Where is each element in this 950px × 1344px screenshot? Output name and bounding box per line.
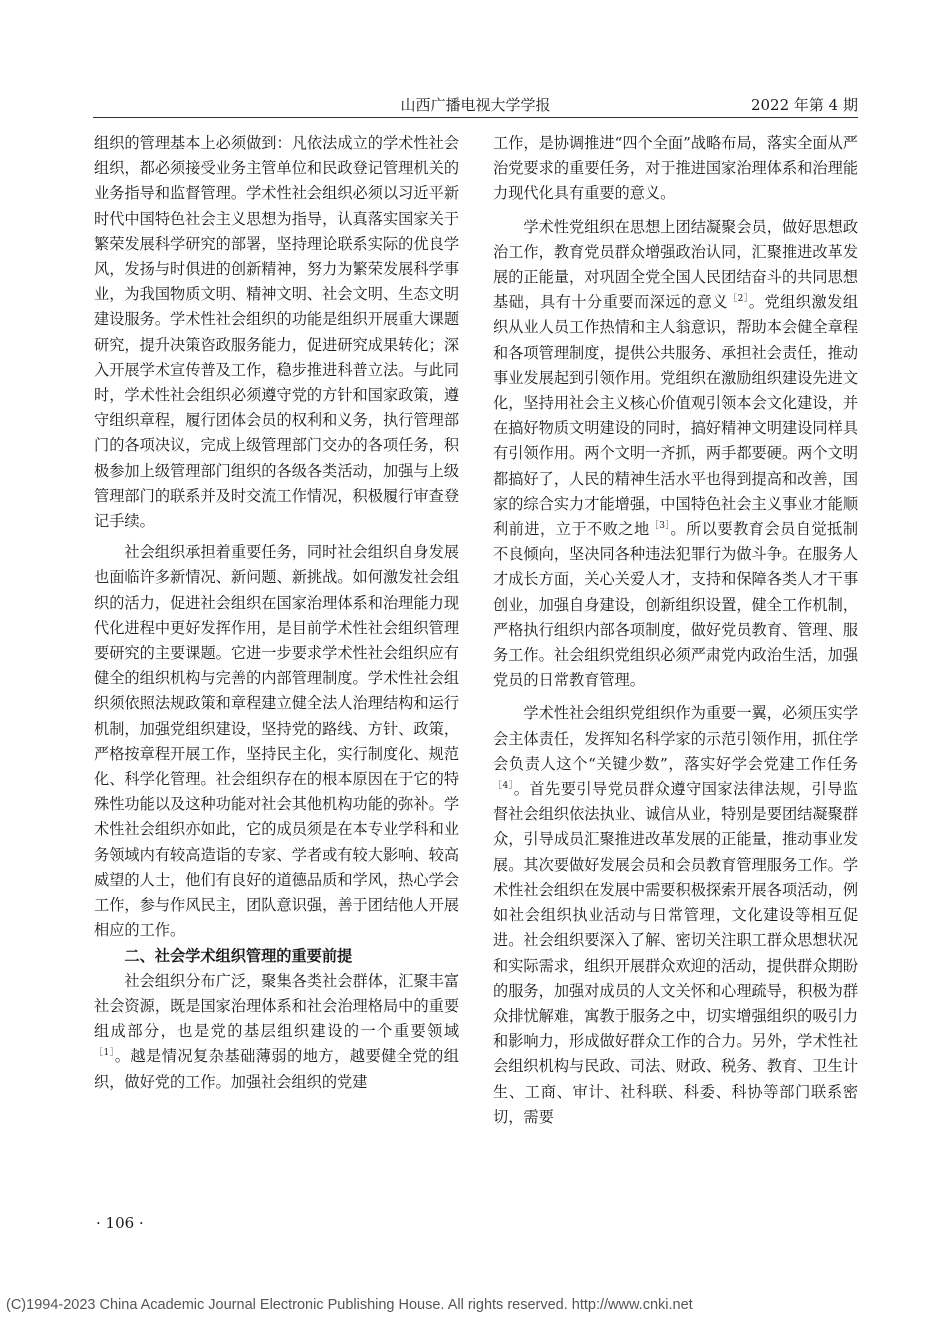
right-paragraph-3-text-b: 。首先要引导党员群众遵守国家法律法规，引导监督社会组织依法执业、诚信从业，特别是要团结凝聚群众，引导成员汇聚推进改革发展的正能量，推动事业发展。其次要做好发展会员和会员教育管理服务工作。学术性社会组织在发展中需要积极探索开展各项活动，例如社会组织执业活动与日常管理，文化建设等相互促进。社会组织要深入了解、密切关注职工群众思想状况和实际需求，组织开展群众欢迎的活动，提供群众期盼的服务，加强对成员的人文关怀和心理疏导，积极为群众排忧解难，寓教于服务之中，切实增强组织的吸引力和影响力，形成做好群众工作的合力。另外，学术性社会组织机构与民政、司法、财政、税务、教育、卫生计生、工商、审计、社科联、科委、科协等部门联系密切，需要 [493,780,858,1126]
left-paragraph-3-text-b: 。越是情况复杂基础薄弱的地方，越要健全党的组织，做好党的工作。加强社会组织的党建 [94,1047,459,1091]
header-rule [93,117,858,118]
right-paragraph-3 [493,701,858,1129]
section-heading: 二、社会学术组织管理的重要前提 [124,946,353,965]
left-column [94,131,459,1095]
right-paragraph-2-text-b: 。党组织激发组织从业人员工作热情和主人翁意识，帮助本会健全章程和各项管理制度，提供公共服务、承担社会责任，推动事业发展起到引领作用。党组织在激励组织建设先进文化，坚持用社会主义核心价值观引领本会文化建设，并在搞好物质文明建设的同时，搞好精神文明建设同样具有引领作用。两个文明一齐抓，两手都要硬。两个文明都搞好了，人民的精神生活水平也得到提高和改善，国家的综合实力才能增强，中国特色社会主义事业才能顺利前进，立于不败之地 [493,293,859,539]
paragraph-gap [493,207,858,215]
left-paragraph-2: 社会组织承担着重要任务，同时社会组织自身发展也面临许多新情况、新问题、新挑战。如何激发社会组织的活力，促进社会组织在国家治理体系和治理能力现代化进程中更好发挥作用，是目前学术性社会组织管理要研究的主要课题。它进一步要求学术性社会组织应有健全的组织机构与完善的内部管理制度。学术性社会组织须依照法规政策和章程建立健全法人治理结构和运行机制，加强党组织建设，坚持党的路线、方针、政策，严格按章程开展工作，坚持民主化，实行制度化、规范化、科学化管理。社会组织存在的根本原因在于它的特殊性功能以及这种功能对社会其他机构功能的弥补。学术性社会组织亦如此，它的成员须是在本专业学科和业务领域内有较高造诣的专家、学者或有较大影响、较高威望的人士，他们有良好的道德品质和学风，热心学会工作，参与作风民主，团队意识强，善于团结他人开展相应的工作。 [94,543,459,940]
page-number: · 106 · [96,1214,144,1232]
right-paragraph-1: 工作，是协调推进“四个全面”战略布局，落实全面从严治党要求的重要任务，对于推进国家治理体系和治理能力现代化具有重要的意义。 [493,134,858,203]
left-paragraph-3 [94,969,459,1095]
left-paragraph-3-text-a: 社会组织分布广泛，聚集各类社会群体，汇聚丰富社会资源，既是国家治理体系和社会治理格局中的重要组成部分，也是党的基层组织建设的一个重要领域 [94,971,459,1041]
citation-ref-4: ［4］ [493,781,514,792]
right-column [493,131,858,1130]
right-paragraph-2 [493,215,858,694]
right-paragraph-2-text-c: 。所以要教育会员自觉抵制不良倾向，坚决同各种违法犯罪行为做斗争。在服务人才成长方面，关心关爱人才，支持和保障各类人才干事创业，加强自身建设，创新组织设置，健全工作机制，严格执行组织内部各项制度，做好党员教育、管理、服务工作。社会组织党组织必须严肃党内政治生活，加强党员的日常教育管理。 [493,520,859,690]
right-paragraph-3-text-a: 学术性社会组织党组织作为重要一翼，必须压实学会主体责任，发挥知名科学家的示范引领作用，抓住学会负责人这个“关键少数”，落实好学会党建工作任务 [493,704,858,773]
right-paragraph-2-text-a: 学术性党组织在思想上团结凝聚会员，做好思想政治工作，教育党员群众增强政治认同，汇聚推进改革发展的正能量，对巩固全党全国人民团结奋斗的共同思想基础，具有十分重要而深远的意义 [493,217,858,312]
citation-ref-3: ［3］ [649,520,671,531]
issue-label: 2022 年第 4 期 [750,96,858,114]
citation-ref-2: ［2］ [728,294,749,305]
left-paragraph-1: 组织的管理基本上必须做到：凡依法成立的学术性社会组织，都必须接受业务主管单位和民政登记管理机关的业务指导和监督管理。学术性社会组织必须以习近平新时代中国特色社会主义思想为指导，认真落实国家关于繁荣发展科学研究的部署，坚持理论联系实际的优良学风，发扬与时俱进的创新精神，努力为繁荣发展科学事业，为我国物质文明、精神文明、社会文明、生态文明建设服务。学术性社会组织的功能是组织开展重大课题研究，提升决策咨政服务能力，促进研究成果转化；深入开展学术宣传普及工作，稳步推进科普立法。与此同时，学术性社会组织必须遵守党的方针和国家政策，遵守组织章程，履行团体会员的权利和义务，执行管理部门的各项决议，完成上级管理部门交办的各项任务，积极参加上级管理部门组织的各级各类活动，加强与上级管理部门的联系并及时交流工作情况，积极履行审查登记手续。 [94,134,459,531]
paragraph-gap [493,693,858,701]
citation-ref-1: ［1］ [94,1048,115,1059]
copyright-footer: (C)1994-2023 China Academic Journal Electronic Publishing House. All rights reserved. http://www.cnki.net [6,1297,693,1313]
running-header [93,92,858,116]
journal-title: 山西广播电视大学学报 [400,96,551,114]
